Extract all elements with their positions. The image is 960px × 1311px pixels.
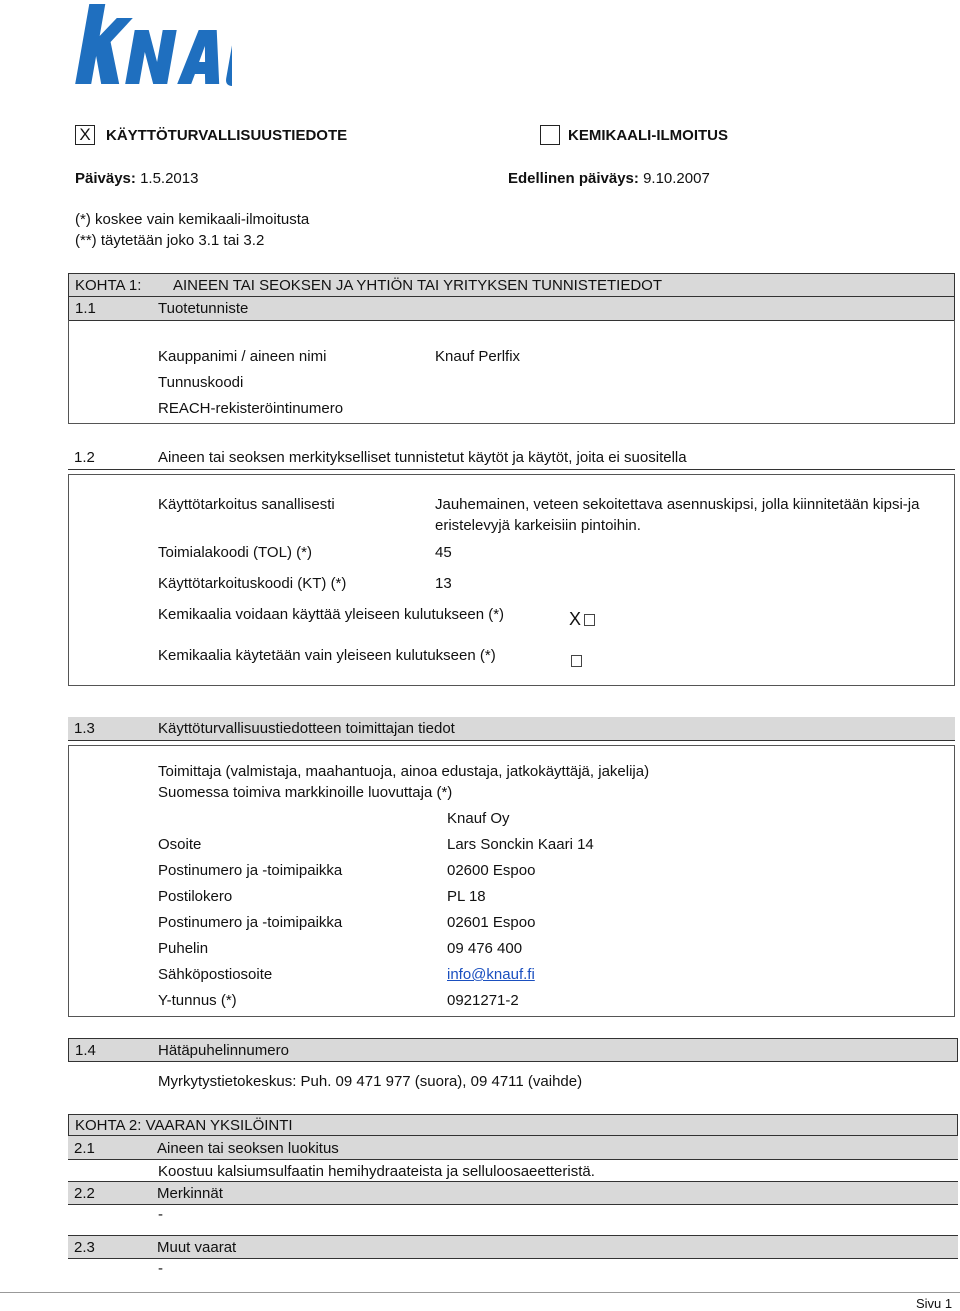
note-1: (*) koskee vain kemikaali-ilmoitusta: [75, 211, 310, 228]
s22-num: 2.2: [74, 1185, 95, 1202]
page-number: Sivu 1: [916, 1296, 953, 1311]
chem-label: KEMIKAALI-ILMOITUS: [568, 127, 728, 144]
s13-num: 1.3: [74, 720, 95, 737]
sds-label: KÄYTTÖTURVALLISUUSTIEDOTE: [106, 127, 348, 144]
kt-value: 13: [435, 575, 452, 592]
reach-label: REACH-rekisteröintinumero: [158, 400, 344, 417]
emergency-text: Myrkytystietokeskus: Puh. 09 471 977 (suora), 09 4711 (vaihde): [158, 1073, 583, 1090]
s23-title: Muut vaarat: [157, 1239, 237, 1256]
s11-title: Tuotetunniste: [158, 300, 249, 317]
contact-value: 02601 Espoo: [447, 914, 536, 931]
kt-label: Käyttötarkoituskoodi (KT) (*): [158, 575, 347, 592]
contact-value: PL 18: [447, 888, 486, 905]
section2-header: [68, 1114, 958, 1136]
contact-label: Postinumero ja -toimipaikka: [158, 914, 343, 931]
s11-num: 1.1: [75, 300, 96, 317]
s22-title: Merkinnät: [157, 1185, 223, 1202]
section-1-4-header: [68, 1038, 958, 1062]
use-value-line1: Jauhemainen, veteen sekoitettava asennuskipsi, jolla kiinnitetään kipsi-ja: [435, 496, 920, 513]
contact-label: Y-tunnus (*): [158, 992, 237, 1009]
knauf-logo: [72, 0, 232, 106]
section1-number: KOHTA 1:: [75, 277, 142, 294]
code-label: Tunnuskoodi: [158, 374, 244, 391]
date-row: [75, 170, 198, 187]
footer-rule: [0, 1292, 960, 1293]
section2-title: KOHTA 2: VAARAN YKSILÖINTI: [75, 1117, 293, 1134]
tol-value: 45: [435, 544, 452, 561]
contact-label: Puhelin: [158, 940, 209, 957]
only-consumer-label: Kemikaalia käytetään vain yleiseen kulutukseen (*): [158, 647, 496, 664]
trade-name-label: Kauppanimi / aineen nimi: [158, 348, 327, 365]
contact-value: Lars Sonckin Kaari 14: [447, 836, 594, 853]
s23-num: 2.3: [74, 1239, 95, 1256]
s12-num: 1.2: [74, 449, 95, 466]
consumer-mark: X: [569, 609, 582, 629]
s21-text: Koostuu kalsiumsulfaatin hemihydraateista ja selluloosaeetteristä.: [158, 1163, 595, 1180]
sds-checkbox[interactable]: [75, 125, 95, 145]
prev-date-value: 9.10.2007: [643, 170, 710, 187]
sds-check-mark: X: [79, 125, 91, 144]
chem-checkbox[interactable]: [540, 125, 560, 145]
contact-label: Sähköpostiosoite: [158, 966, 273, 983]
s14-num: 1.4: [75, 1042, 96, 1059]
supplier-line-2: Suomessa toimiva markkinoille luovuttaja (*): [158, 784, 453, 801]
contact-label: Postinumero ja -toimipaikka: [158, 862, 343, 879]
s14-title: Hätäpuhelinnumero: [158, 1042, 289, 1059]
s23-text: -: [158, 1260, 163, 1277]
s12-title: Aineen tai seoksen merkitykselliset tunnistetut käytöt ja käytöt, joita ei suositella: [158, 449, 687, 466]
contact-row: [158, 836, 201, 853]
section1-header: [68, 273, 955, 297]
email-link[interactable]: info@knauf.fi: [447, 966, 535, 983]
section-2-1-header: [68, 1136, 958, 1160]
consumer-checkbox[interactable]: [584, 614, 595, 626]
section-2-3-header: [68, 1235, 958, 1259]
note-2: (**) täytetään joko 3.1 tai 3.2: [75, 232, 265, 249]
s21-title: Aineen tai seoksen luokitus: [157, 1140, 339, 1157]
trade-name-value: Knauf Perlfix: [435, 348, 521, 365]
contact-value: 0921271-2: [447, 992, 519, 1009]
supplier-line-1: Toimittaja (valmistaja, maahantuoja, ainoa edustaja, jatkokäyttäjä, jakelija): [158, 763, 650, 780]
tol-label: Toimialakoodi (TOL) (*): [158, 544, 312, 561]
section1-title: AINEEN TAI SEOKSEN JA YHTIÖN TAI YRITYKSEN TUNNISTETIEDOT: [173, 277, 662, 294]
contact-label: Osoite: [158, 836, 202, 853]
knauf-logo-graphic: [72, 0, 232, 106]
prev-date-label: Edellinen päiväys:: [508, 170, 639, 187]
consumer-label: Kemikaalia voidaan käyttää yleiseen kulutukseen (*): [158, 606, 505, 623]
use-value-line2: eristelevyjä karkeisiin pintoihin.: [435, 517, 641, 534]
only-consumer-checkbox[interactable]: [571, 655, 582, 667]
section-2-2-header: [68, 1181, 958, 1205]
contact-label: Postilokero: [158, 888, 233, 905]
section-1-1-header: [68, 297, 955, 321]
date-value: 1.5.2013: [140, 170, 199, 187]
contact-value: 09 476 400: [447, 940, 523, 957]
use-label: Käyttötarkoitus sanallisesti: [158, 496, 335, 513]
prev-date-row: [508, 170, 710, 187]
s22-text: -: [158, 1206, 163, 1223]
date-label: Päiväys:: [75, 170, 136, 187]
contact-value: 02600 Espoo: [447, 862, 536, 879]
company-name: Knauf Oy: [447, 810, 510, 827]
section-1-3-header: [68, 717, 955, 741]
s13-title: Käyttöturvallisuustiedotteen toimittajan tiedot: [158, 720, 455, 737]
section-1-2-header: [68, 446, 955, 470]
s21-num: 2.1: [74, 1140, 95, 1157]
